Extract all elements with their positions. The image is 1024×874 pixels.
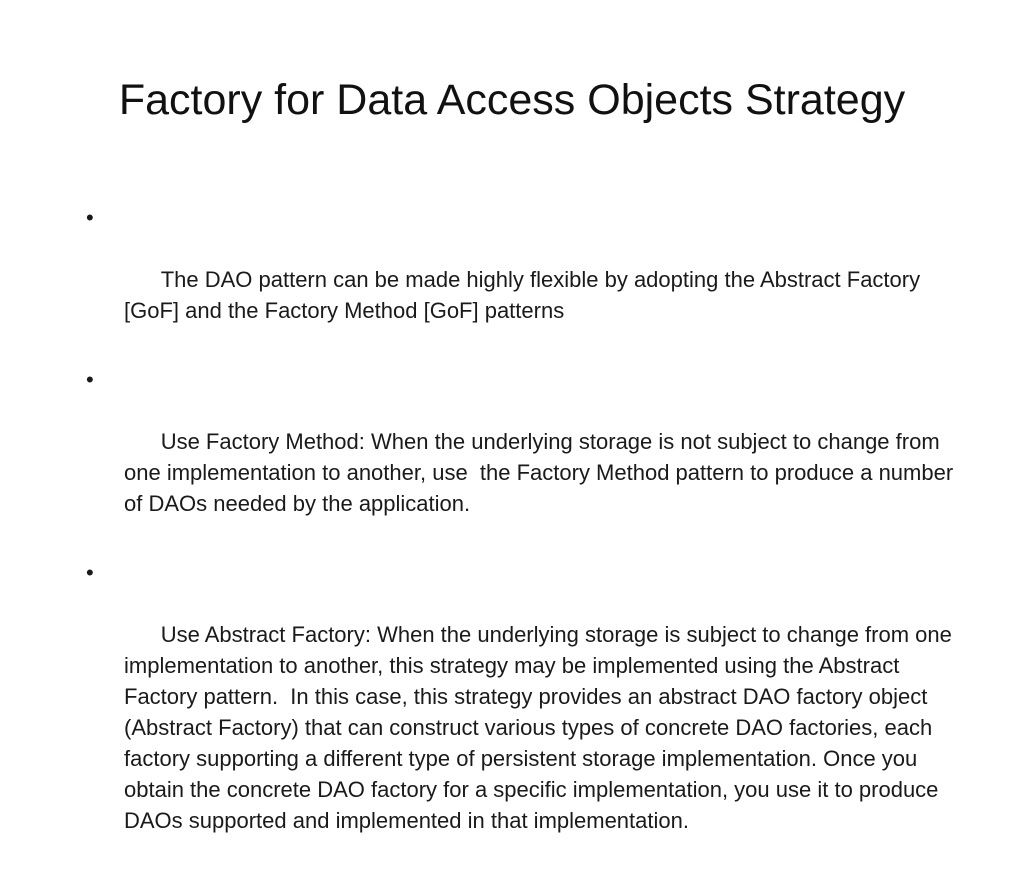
bullet-item [86,557,958,867]
slide-title: Factory for Data Access Objects Strategy [118,76,906,124]
bullet-item [86,364,960,550]
bullet-item [86,202,954,357]
bullet-list [86,202,960,874]
bullet-marker: • [86,205,94,230]
bullet-marker: • [86,560,94,585]
bullet-text: Use Factory Method: When the underlying storage is not subject to change from one implementation to another, use the Factory Method pattern to produce a number of DAOs needed by the application. [124,429,960,516]
bullet-marker: • [86,367,94,392]
bullet-text: The DAO pattern can be made highly flexible by adopting the Abstract Factory [GoF] and the Factory Method [GoF] patterns [124,267,927,323]
bullet-text: Use Abstract Factory: When the underlying storage is subject to change from one implementation to another, this strategy may be implemented using the Abstract Factory pattern. In this case, this strategy provides an abstract DAO factory object (Abstract Factory) that can construct various types of concrete DAO factories, each factory supporting a different type of persistent storage implementation. Once you obtain the concrete DAO factory for a specific implementation, you use it to produce DAOs supported and implemented in that implementation. [124,622,958,833]
